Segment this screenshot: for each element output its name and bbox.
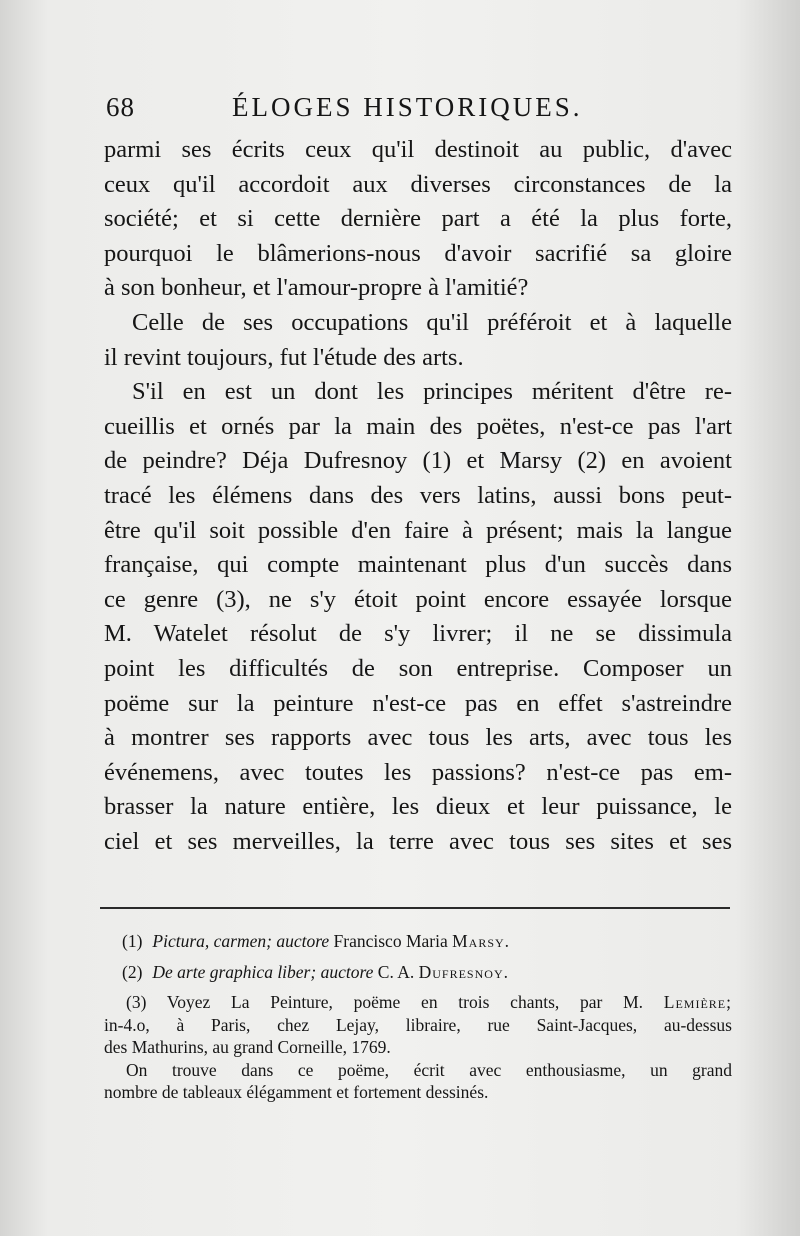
footnote-italic: Pictura, carmen; auctore <box>152 931 330 951</box>
footnote-1 <box>104 930 732 953</box>
text-line: ce genre (3), ne s'y étoit point encore essayée lorsque <box>104 585 732 613</box>
text-line: S'il en est un dont les principes méritent d'être re- <box>132 378 732 406</box>
footnote-divider <box>100 907 730 909</box>
footnote-text: (3) Voyez La Peinture, poëme en trois chants, par M. <box>126 992 644 1012</box>
text-line: il revint toujours, fut l'étude des arts. <box>104 343 464 371</box>
footnote-text: C. A. <box>377 961 415 982</box>
text-line: Celle de ses occupations qu'il préféroit et à laquelle <box>132 308 732 336</box>
text-line: à montrer ses rapports avec tous les arts, avec tous les <box>104 724 732 752</box>
footnote-italic: De arte graphica liber; auctore <box>152 961 374 982</box>
footnote-line: des Mathurins, au grand Corneille, 1769. <box>104 1037 391 1057</box>
text-line: à son bonheur, et l'amour-propre à l'amitié? <box>104 274 529 302</box>
text-line: pourquoi le blâmerions-nous d'avoir sacrifié sa gloire <box>104 239 732 267</box>
text-line: événemens, avec toutes les passions? n'est-ce pas em- <box>104 758 732 786</box>
footnote-number: (1) <box>122 931 143 951</box>
footnote-author: Lemière; <box>663 992 732 1012</box>
text-line: cueillis et ornés par la main des poëtes, n'est-ce pas l'art <box>104 412 732 440</box>
footnote-number: (2) <box>122 961 143 982</box>
footnote-line: nombre de tableaux élégamment et fortement dessinés. <box>104 1082 489 1102</box>
text-line: ceux qu'il accordoit aux diverses circonstances de la <box>104 170 732 198</box>
text-line: brasser la nature entière, les dieux et leur puissance, le <box>104 793 732 821</box>
text-line: tracé les élémens dans des vers latins, aussi bons peut- <box>104 481 732 509</box>
text-line: poëme sur la peinture n'est-ce pas en effet s'astreindre <box>104 689 732 717</box>
text-line: ciel et ses merveilles, la terre avec tous ses sites et ses <box>104 827 732 855</box>
footnote-line: in-4.o, à Paris, chez Lejay, libraire, rue Saint-Jacques, au-dessus <box>104 1014 732 1035</box>
footnote-author: Dufresnoy. <box>418 961 509 982</box>
footnote-line <box>104 991 732 1014</box>
text-line: M. Watelet résolut de s'y livrer; il ne se dissimula <box>104 620 732 648</box>
text-line: parmi ses écrits ceux qu'il destinoit au public, d'avec <box>104 136 732 163</box>
main-text <box>104 133 732 859</box>
footnote-2 <box>104 961 732 984</box>
footnote-author: Marsy. <box>452 931 511 951</box>
footnotes <box>104 930 732 1112</box>
text-line: de peindre? Déja Dufresnoy (1) et Marsy (2) en avoient <box>104 447 732 475</box>
text-line: point les difficultés de son entreprise. Composer un <box>104 654 732 682</box>
text-line: société; et si cette dernière part a été la plus forte, <box>104 205 732 233</box>
footnote-3 <box>104 991 732 1104</box>
running-title: ÉLOGES HISTORIQUES. <box>232 92 583 122</box>
page-number: 68 <box>106 92 135 122</box>
text-line: française, qui compte maintenant plus d'un succès dans <box>104 551 732 579</box>
text-line: être qu'il soit possible d'en faire à présent; mais la langue <box>104 516 732 544</box>
footnote-text: Francisco Maria <box>333 931 448 951</box>
footnote-line: On trouve dans ce poëme, écrit avec enthousiasme, un grand <box>126 1059 732 1080</box>
page-header <box>106 92 626 132</box>
